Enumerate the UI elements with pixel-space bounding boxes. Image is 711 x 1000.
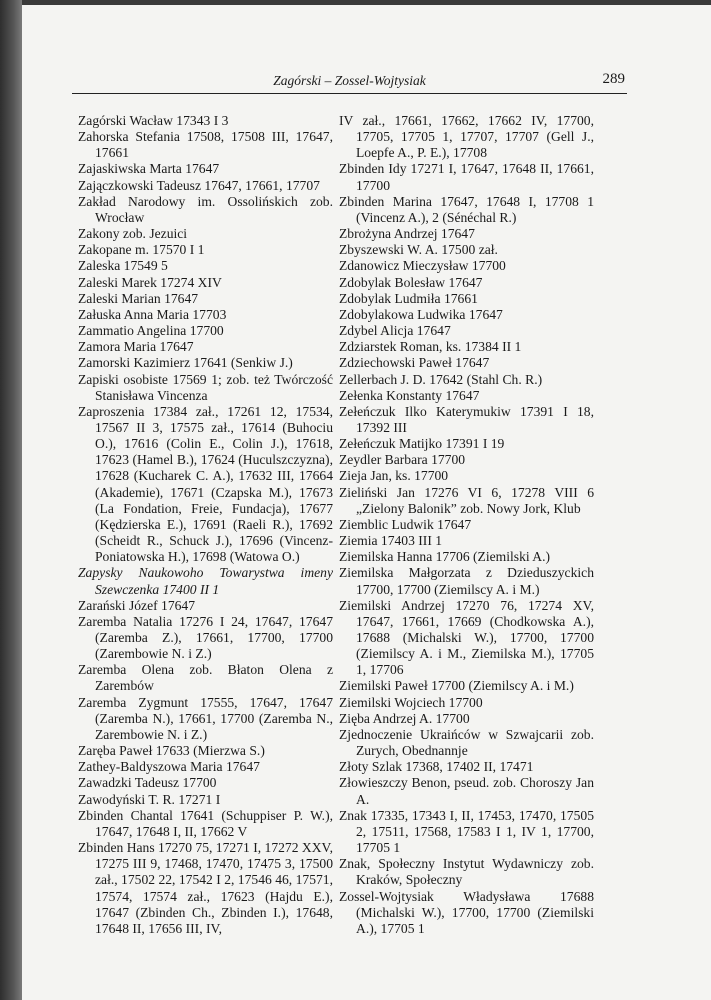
index-entry: Zdobylak Bolesław 17647 [339, 274, 483, 290]
index-entry: Zdobylakowa Ludwika 17647 [339, 306, 503, 322]
index-entry: Ziemilski Andrzej 17270 76, 17274 XV, 17647, 17661, 17669 (Chodkowska A.), 17688 (Michalski W.), 17700, 17700 (Ziemilscy A. i M., Ziemilska M.), 17705 1, 17706 [339, 597, 594, 678]
index-entry: Ziemilski Wojciech 17700 [339, 694, 483, 710]
index-entry: Zdziechowski Paweł 17647 [339, 355, 490, 371]
index-entry: Zieliński Jan 17276 VI 6, 17278 VIII 6 „Zielony Balonik” zob. Nowy Jork, Klub [339, 484, 594, 516]
index-entry: Zajączkowski Tadeusz 17647, 17661, 17707 [78, 177, 320, 193]
index-entry: Znak, Społeczny Instytut Wydawniczy zob. Kraków, Społeczny [339, 856, 594, 888]
index-entry: Zieja Jan, ks. 17700 [339, 468, 449, 484]
index-entry: Zossel-Wojtysiak Władysława 17688 (Michalski W.), 17700, 17700 (Ziemilski A.), 17705 1 [339, 888, 594, 936]
book-spine-shadow [0, 0, 22, 1000]
index-entry: Ziemilska Hanna 17706 (Ziemilski A.) [339, 549, 551, 565]
index-entry: Zawadzki Tadeusz 17700 [78, 775, 217, 791]
index-entry: Zaremba Zygmunt 17555, 17647, 17647 (Zaremba N.), 17661, 17700 (Zaremba N., Zarembowie N. i Z.) [78, 694, 333, 742]
index-column-right [339, 113, 594, 937]
index-entry: Zdanowicz Mieczysław 17700 [339, 258, 506, 274]
index-entry: Zdobylak Ludmiła 17661 [339, 290, 478, 306]
index-entry: Zathey-Baldyszowa Maria 17647 [78, 759, 260, 775]
index-entry: Zamora Maria 17647 [78, 339, 194, 355]
index-entry: Zdziarstek Roman, ks. 17384 II 1 [339, 339, 522, 355]
index-entry: Zawodyński T. R. 17271 I [78, 791, 221, 807]
index-entry: Zbyszewski W. A. 17500 zał. [339, 242, 498, 258]
index-entry: Ziemilski Paweł 17700 (Ziemilscy A. i M.) [339, 678, 574, 694]
index-entry: Zaleski Marek 17274 XIV [78, 274, 222, 290]
index-entry: Zammatio Angelina 17700 [78, 323, 224, 339]
index-entry-continued: IV zał., 17661, 17662, 17662 IV, 17700, 17705, 17705 1, 17707, 17707 (Gell J., Loepfe A., P. E.), 17708 [339, 113, 594, 161]
index-entry: Zbrożyna Andrzej 17647 [339, 226, 475, 242]
index-entry: Zamorski Kazimierz 17641 (Senkiw J.) [78, 355, 293, 371]
index-entry: Zbinden Hans 17270 75, 17271 I, 17272 XXV, 17275 III 9, 17468, 17470, 17475 3, 17500 zał., 17502 22, 17542 I 2, 17546 46, 17571, 17574, 17574 zał., 17623 (Hajdu E.), 17647 (Zbinden Ch., Zbinden I.), 17648, 17648 II, 17656 III, IV, [78, 840, 333, 936]
index-entry: Zbinden Chantal 17641 (Schuppiser P. W.), 17647, 17648 I, II, 17662 V [78, 807, 333, 839]
index-entry-periodical: Znak 17335, 17343 I, II, 17453, 17470, 17505 2, 17511, 17568, 17583 I 1, IV 1, 17700, 17705 1 [339, 807, 594, 856]
index-entry: Zjednoczenie Ukraińców w Szwajcarii zob. Zurych, Obednannje [339, 726, 594, 759]
index-page [22, 5, 711, 1000]
index-entry: Zaremba Olena zob. Błaton Olena z Zarembów [78, 662, 333, 694]
index-entry: Ziemblic Ludwik 17647 [339, 516, 472, 532]
index-entry: Zbinden Marina 17647, 17648 I, 17708 1 (Vincenz A.), 2 (Sénéchal R.) [339, 193, 594, 225]
index-entry: Zaremba Natalia 17276 I 24, 17647, 17647 (Zaremba Z.), 17661, 17700, 17700 (Zarembowie N. i Z.) [78, 613, 333, 662]
index-entry: Zełeńczuk Matijko 17391 I 19 [339, 436, 505, 452]
index-entry: Zakład Narodowy im. Ossolińskich zob. Wrocław [78, 193, 333, 225]
index-entry: Zełenka Konstanty 17647 [339, 387, 480, 403]
page-number: 289 [602, 71, 625, 87]
index-entry-periodical: Ziemia 17403 III 1 [339, 533, 443, 549]
index-entry: Zaleska 17549 5 [78, 258, 168, 274]
index-entry: Zarański Józef 17647 [78, 597, 196, 613]
index-entry: Zajaskiwska Marta 17647 [78, 161, 220, 177]
index-entry: Zełeńczuk Ilko Katerymukiw 17391 I 18, 17392 III [339, 403, 594, 435]
index-entry: Ziemilska Małgorzata z Dzieduszyckich 17700, 17700 (Ziemilscy A. i M.) [339, 565, 594, 597]
index-entry: Zięba Andrzej A. 17700 [339, 710, 470, 726]
running-title: Zagórski – Zossel-Wojtysiak [273, 73, 426, 88]
index-entry: Zahorska Stefania 17508, 17508 III, 17647, 17661 [78, 129, 333, 161]
index-entry: Zeydler Barbara 17700 [339, 452, 466, 468]
index-entry: Załuska Anna Maria 17703 [78, 306, 227, 322]
index-entry: Zaproszenia 17384 zał., 17261 12, 17534, 17567 II 3, 17575 zał., 17614 (Buhociu O.), 17616 (Colin E., Colin J.), 17618, 17623 (Hamel B.), 17624 (Huculszczyzna), 17628 (Kucharek C. A.), 17632 III, 17664 (Akademie), 17671 (Czapska M.), 17673 (La Fondation, Freie, Fundacja), 17677 (Kędzierska E.), 17691 (Raeli R.), 17692 (Scheidt R., Schuck J.), 17696 (Vincenz-Poniatowska H.), 17698 (Watowa O.) [78, 403, 333, 565]
index-entry: Zaręba Paweł 17633 (Mierzwa S.) [78, 743, 265, 759]
index-entry-periodical: Zapysky Naukowoho Towarystwa imeny Szewczenka 17400 II 1 [78, 565, 333, 597]
index-entry: Zellerbach J. D. 17642 (Stahl Ch. R.) [339, 371, 543, 387]
index-entry: Zapiski osobiste 17569 1; zob. też Twórczość Stanisława Vincenza [78, 371, 333, 403]
index-entry: Zakony zob. Jezuici [78, 226, 188, 242]
index-entry: Zbinden Idy 17271 I, 17647, 17648 II, 17661, 17700 [339, 161, 594, 193]
index-entry: Złowieszczy Benon, pseud. zob. Choroszy Jan A. [339, 775, 594, 807]
index-entry: Zdybel Alicja 17647 [339, 323, 451, 339]
index-entry: Zakopane m. 17570 I 1 [78, 242, 205, 258]
index-entry-periodical: Złoty Szlak 17368, 17402 II, 17471 [339, 759, 534, 775]
index-entry: Zagórski Wacław 17343 I 3 [78, 113, 229, 128]
page-header [72, 71, 627, 94]
index-column-left [78, 113, 333, 937]
index-entry: Zaleski Marian 17647 [78, 290, 199, 306]
